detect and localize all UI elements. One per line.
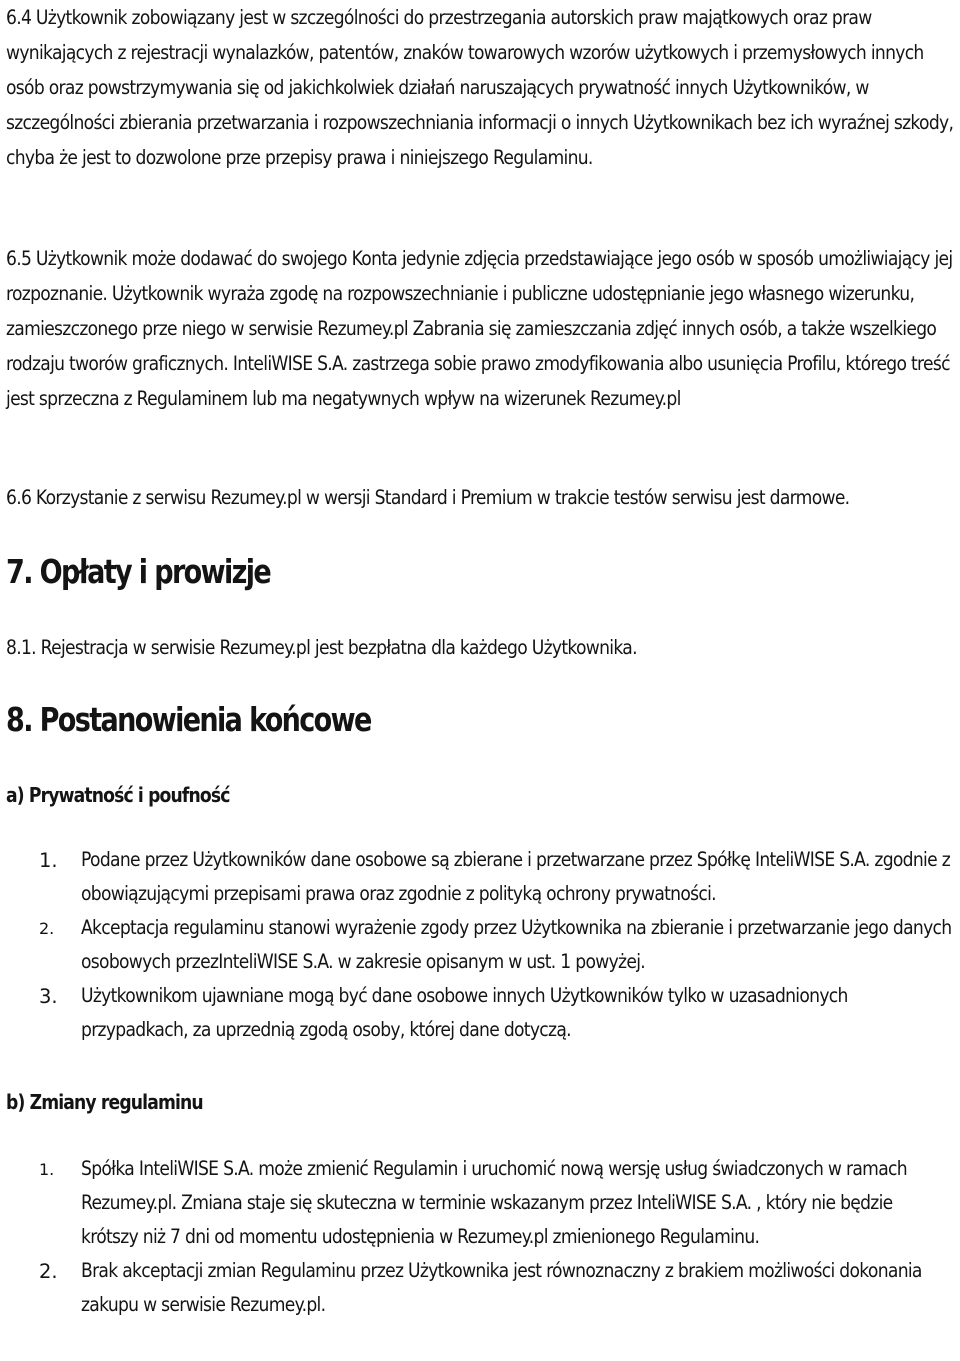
- privacy-list: [6, 843, 954, 1047]
- list-item-number: 3.: [39, 985, 58, 1008]
- changes-list: [6, 1152, 954, 1322]
- list-item: [6, 1254, 954, 1322]
- subheading-privacy: a) Prywatność i poufność: [6, 783, 230, 807]
- list-item-text: Akceptacja regulaminu stanowi wyrażenie zgody przez Użytkownika na zbieranie i przetwarzanie jego danych osobowych przezInteliWISE S.A. w zakresie opisanym w ust. 1 powyżej.: [81, 916, 952, 973]
- list-item: [6, 843, 954, 911]
- heading-section-8: 8. Postanowienia końcowe: [6, 700, 371, 739]
- list-item-number: 2.: [39, 1260, 58, 1283]
- list-item: [6, 911, 954, 979]
- list-item-number: 1.: [39, 1160, 55, 1179]
- list-item-number: 2.: [39, 919, 55, 938]
- list-item-text: Użytkownikom ujawniane mogą być dane osobowe innych Użytkowników tylko w uzasadnionych przypadkach, za uprzednią zgodą osoby, której dane dotyczą.: [81, 984, 848, 1041]
- list-item-text: Spółka InteliWISE S.A. może zmienić Regulamin i uruchomić nową wersję usług świadczonych w ramach Rezumey.pl. Zmiana staje się skuteczna w terminie wskazanym przez InteliWISE S.A. , który nie będzie krótszy niż 7 dni od momentu udostępnienia w Rezumey.pl zmienionego Regulaminu.: [81, 1157, 907, 1248]
- paragraph-8-1: 8.1. Rejestracja w serwisie Rezumey.pl jest bezpłatna dla każdego Użytkownika.: [6, 636, 637, 659]
- paragraph-6-6: 6.6 Korzystanie z serwisu Rezumey.pl w wersji Standard i Premium w trakcie testów serwisu jest darmowe.: [6, 486, 850, 509]
- list-item: [6, 1152, 954, 1254]
- paragraph-6-5: 6.5 Użytkownik może dodawać do swojego Konta jedynie zdjęcia przedstawiające jego osób w sposób umożliwiający jej rozpoznanie. Użytkownik wyraża zgodę na rozpowszechnianie i publiczne udostępnianie jego własnego wizerunku, zamieszczonego prze niego w serwisie Rezumey.pl Zabrania się zamieszczania zdjęć innych osób, a także wszelkiego rodzaju tworów graficznych. InteliWISE S.A. zastrzega sobie prawo zmodyfikowania albo usunięcia Profilu, którego treść jest sprzeczna z Regulaminem lub ma negatywnych wpływ na wizerunek Rezumey.pl: [6, 247, 953, 410]
- list-item-text: Podane przez Użytkowników dane osobowe są zbierane i przetwarzane przez Spółkę InteliWISE S.A. zgodnie z obowiązującymi przepisami prawa oraz zgodnie z polityką ochrony prywatności.: [81, 848, 951, 905]
- heading-section-7: 7. Opłaty i prowizje: [6, 552, 271, 591]
- paragraph-6-4: 6.4 Użytkownik zobowiązany jest w szczególności do przestrzegania autorskich praw majątkowych oraz praw wynikających z rejestracji wynalazków, patentów, znaków towarowych wzorów użytkowych i przemysłowych innych osób oraz powstrzymywania się od jakichkolwiek działań naruszających prywatność innych Użytkowników, w szczególności zbierania przetwarzania i rozpowszechniania informacji o innych Użytkownikach bez ich wyraźnej szkody, chyba że jest to dozwolone prze przepisy prawa i niniejszego Regulaminu.: [6, 6, 954, 169]
- list-item: [6, 979, 954, 1047]
- list-item-number: 1.: [39, 849, 58, 872]
- subheading-changes: b) Zmiany regulaminu: [6, 1090, 203, 1114]
- list-item-text: Brak akceptacji zmian Regulaminu przez Użytkownika jest równoznaczny z brakiem możliwości dokonania zakupu w serwisie Rezumey.pl.: [81, 1259, 922, 1316]
